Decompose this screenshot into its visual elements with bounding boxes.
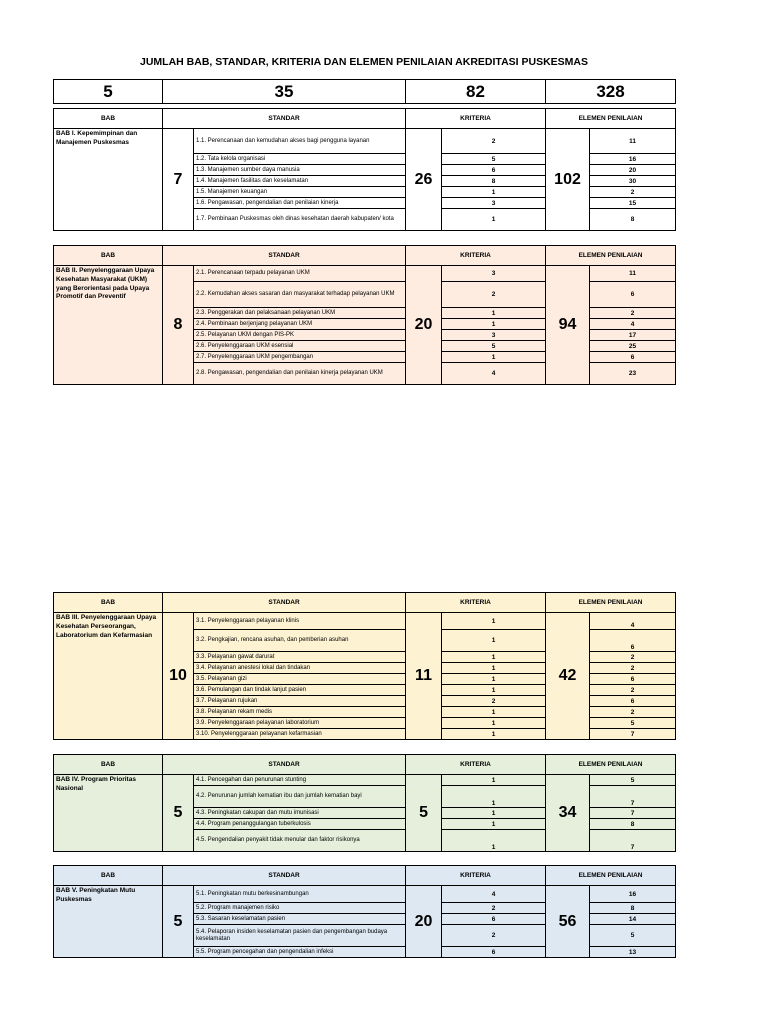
- header-standar: STANDAR: [163, 755, 406, 775]
- kriteria-value: 1: [442, 685, 546, 696]
- standar-item: 5.3. Sasaran keselamatan pasien: [194, 914, 406, 925]
- header-elemen: ELEMEN PENILAIAN: [546, 866, 676, 886]
- elemen-value: 2: [590, 308, 676, 319]
- standar-item: 1.6. Pengawasan, pengendalian dan penilaian kinerja: [194, 198, 406, 209]
- kriteria-value: 1: [442, 187, 546, 198]
- header-standar: STANDAR: [163, 866, 406, 886]
- kriteria-value: 3: [442, 198, 546, 209]
- elemen-value: 8: [590, 903, 676, 914]
- standar-total: 5: [163, 886, 194, 958]
- elemen-value: 30: [590, 176, 676, 187]
- elemen-value: 7: [590, 808, 676, 819]
- kriteria-value: 1: [442, 209, 546, 231]
- table-header-row: [54, 866, 676, 886]
- standar-item: 1.4. Manajemen fasilitas dan keselamatan: [194, 176, 406, 187]
- standar-item: 2.3. Penggerakan dan pelaksanaan pelayanan UKM: [194, 308, 406, 319]
- standar-total: 7: [163, 129, 194, 231]
- kriteria-value: 1: [442, 718, 546, 729]
- kriteria-value: 6: [442, 914, 546, 925]
- kriteria-value: 1: [442, 729, 546, 740]
- elemen-total: 42: [546, 613, 590, 740]
- summary-kriteria-count: 82: [406, 80, 546, 104]
- standar-item: 2.1. Perencanaan terpadu pelayanan UKM: [194, 266, 406, 282]
- elemen-value: 5: [590, 718, 676, 729]
- kriteria-value: 4: [442, 363, 546, 385]
- elemen-value: 6: [590, 674, 676, 685]
- kriteria-value: 1: [442, 775, 546, 786]
- elemen-value: 11: [590, 129, 676, 154]
- elemen-value: 25: [590, 341, 676, 352]
- kriteria-value: 1: [442, 308, 546, 319]
- standar-item: 1.5. Manajemen keuangan: [194, 187, 406, 198]
- kriteria-value: 2: [442, 129, 546, 154]
- elemen-value: 7: [590, 786, 676, 808]
- standar-item: 3.2. Pengkajian, rencana asuhan, dan pemberian asuhan: [194, 630, 406, 652]
- table-header-row: [54, 109, 676, 129]
- bab-title: BAB III. Penyelenggaraan Upaya Kesehatan Perseorangan, Laboratorium dan Kefarmasian: [54, 613, 163, 740]
- bab-title: BAB IV. Program Prioritas Nasional: [54, 775, 163, 852]
- elemen-total: 34: [546, 775, 590, 852]
- standar-item: 2.8. Pengawasan, pengendalian dan penilaian kinerja pelayanan UKM: [194, 363, 406, 385]
- kriteria-total: 11: [406, 613, 442, 740]
- header-kriteria: KRITERIA: [406, 755, 546, 775]
- elemen-value: 2: [590, 652, 676, 663]
- standar-item: 3.9. Penyelenggaraan pelayanan laboratorium: [194, 718, 406, 729]
- header-kriteria: KRITERIA: [406, 109, 546, 129]
- kriteria-value: 3: [442, 330, 546, 341]
- header-bab: BAB: [54, 109, 163, 129]
- standar-item: 2.7. Penyelenggaraan UKM pengembangan: [194, 352, 406, 363]
- standar-item: 3.8. Pelayanan rekam medis: [194, 707, 406, 718]
- standar-total: 10: [163, 613, 194, 740]
- standar-item: 1.7. Pembinaan Puskesmas oleh dinas kesehatan daerah kabupaten/ kota: [194, 209, 406, 231]
- kriteria-value: 1: [442, 613, 546, 630]
- table-row: [54, 129, 676, 154]
- bab-title: BAB I. Kepemimpinan dan Manajemen Puskesmas: [54, 129, 163, 231]
- header-elemen: ELEMEN PENILAIAN: [546, 755, 676, 775]
- kriteria-value: 3: [442, 266, 546, 282]
- header-elemen: ELEMEN PENILAIAN: [546, 593, 676, 613]
- table-row: [54, 775, 676, 786]
- table-row: [54, 613, 676, 630]
- kriteria-value: 2: [442, 903, 546, 914]
- standar-item: 5.1. Peningkatan mutu berkesinambungan: [194, 886, 406, 903]
- elemen-value: 7: [590, 830, 676, 852]
- kriteria-total: 5: [406, 775, 442, 852]
- standar-item: 4.4. Program penanggulangan tuberkulosis: [194, 819, 406, 830]
- elemen-value: 17: [590, 330, 676, 341]
- elemen-value: 2: [590, 187, 676, 198]
- kriteria-value: 1: [442, 786, 546, 808]
- elemen-value: 4: [590, 613, 676, 630]
- header-standar: STANDAR: [163, 109, 406, 129]
- elemen-value: 23: [590, 363, 676, 385]
- kriteria-value: 1: [442, 808, 546, 819]
- elemen-value: 8: [590, 819, 676, 830]
- kriteria-total: 20: [406, 266, 442, 385]
- header-kriteria: KRITERIA: [406, 593, 546, 613]
- elemen-value: 16: [590, 154, 676, 165]
- header-kriteria: KRITERIA: [406, 866, 546, 886]
- bab-1-table: [53, 108, 676, 231]
- header-bab: BAB: [54, 866, 163, 886]
- bab-5-table: [53, 865, 676, 958]
- elemen-value: 16: [590, 886, 676, 903]
- standar-item: 4.5. Pengendalian penyakit tidak menular dan faktor risikonya: [194, 830, 406, 852]
- elemen-value: 2: [590, 685, 676, 696]
- kriteria-total: 26: [406, 129, 442, 231]
- bab-3-table: [53, 592, 676, 740]
- summary-row: [54, 80, 676, 104]
- standar-item: 3.10. Penyelenggaraan pelayanan kefarmasian: [194, 729, 406, 740]
- kriteria-value: 1: [442, 819, 546, 830]
- table-row: [54, 886, 676, 903]
- kriteria-value: 6: [442, 947, 546, 958]
- standar-item: 3.7. Pelayanan rujukan: [194, 696, 406, 707]
- bab-title: BAB V. Peningkatan Mutu Puskesmas: [54, 886, 163, 958]
- standar-item: 4.2. Penurunan jumlah kematian ibu dan jumlah kematian bayi: [194, 786, 406, 808]
- standar-item: 4.3. Peningkatan cakupan dan mutu imunisasi: [194, 808, 406, 819]
- kriteria-value: 1: [442, 352, 546, 363]
- standar-item: 2.6. Penyelenggaraan UKM esensial: [194, 341, 406, 352]
- elemen-value: 13: [590, 947, 676, 958]
- standar-item: 1.2. Tata kelola organisasi: [194, 154, 406, 165]
- bab-4-table: [53, 754, 676, 852]
- standar-item: 1.3. Manajemen sumber daya manusia: [194, 165, 406, 176]
- header-elemen: ELEMEN PENILAIAN: [546, 109, 676, 129]
- kriteria-value: 1: [442, 674, 546, 685]
- header-bab: BAB: [54, 755, 163, 775]
- elemen-value: 8: [590, 209, 676, 231]
- elemen-value: 6: [590, 696, 676, 707]
- kriteria-value: 2: [442, 282, 546, 308]
- elemen-total: 56: [546, 886, 590, 958]
- standar-item: 2.5. Pelayanan UKM dengan PIS-PK: [194, 330, 406, 341]
- header-bab: BAB: [54, 246, 163, 266]
- table-header-row: [54, 755, 676, 775]
- elemen-value: 6: [590, 630, 676, 652]
- bab-2-table: [53, 245, 676, 385]
- standar-item: 3.6. Pemulangan dan tindak lanjut pasien: [194, 685, 406, 696]
- header-kriteria: KRITERIA: [406, 246, 546, 266]
- header-bab: BAB: [54, 593, 163, 613]
- standar-item: 5.5. Program pencegahan dan pengendalian infeksi: [194, 947, 406, 958]
- elemen-total: 102: [546, 129, 590, 231]
- summary-elemen-count: 328: [546, 80, 676, 104]
- kriteria-value: 4: [442, 886, 546, 903]
- standar-item: 5.4. Pelaporan insiden keselamatan pasien dan pengembangan budaya keselamatan: [194, 925, 406, 947]
- elemen-value: 5: [590, 925, 676, 947]
- elemen-value: 20: [590, 165, 676, 176]
- table-header-row: [54, 593, 676, 613]
- elemen-value: 6: [590, 352, 676, 363]
- header-standar: STANDAR: [163, 246, 406, 266]
- standar-total: 8: [163, 266, 194, 385]
- kriteria-value: 2: [442, 925, 546, 947]
- standar-item: 2.4. Pembinaan berjenjang pelayanan UKM: [194, 319, 406, 330]
- standar-total: 5: [163, 775, 194, 852]
- standar-item: 4.1. Pencegahan dan penurunan stunting: [194, 775, 406, 786]
- kriteria-value: 1: [442, 663, 546, 674]
- kriteria-value: 2: [442, 696, 546, 707]
- elemen-value: 5: [590, 775, 676, 786]
- standar-item: 1.1. Perencanaan dan kemudahan akses bagi pengguna layanan: [194, 129, 406, 154]
- standar-item: 3.5. Pelayanan gizi: [194, 674, 406, 685]
- summary-table: [53, 79, 676, 104]
- standar-item: 2.2. Kemudahan akses sasaran dan masyarakat terhadap pelayanan UKM: [194, 282, 406, 308]
- kriteria-value: 1: [442, 319, 546, 330]
- header-standar: STANDAR: [163, 593, 406, 613]
- kriteria-value: 6: [442, 165, 546, 176]
- table-header-row: [54, 246, 676, 266]
- kriteria-value: 1: [442, 652, 546, 663]
- elemen-value: 4: [590, 319, 676, 330]
- elemen-value: 11: [590, 266, 676, 282]
- elemen-value: 7: [590, 729, 676, 740]
- kriteria-value: 1: [442, 630, 546, 652]
- kriteria-total: 20: [406, 886, 442, 958]
- standar-item: 3.4. Pelayanan anestesi lokal dan tindakan: [194, 663, 406, 674]
- standar-item: 3.1. Penyelenggaraan pelayanan klinis: [194, 613, 406, 630]
- elemen-value: 2: [590, 707, 676, 718]
- table-row: [54, 266, 676, 282]
- kriteria-value: 5: [442, 154, 546, 165]
- elemen-total: 94: [546, 266, 590, 385]
- kriteria-value: 8: [442, 176, 546, 187]
- standar-item: 3.3. Pelayanan gawat darurat: [194, 652, 406, 663]
- elemen-value: 14: [590, 914, 676, 925]
- elemen-value: 6: [590, 282, 676, 308]
- kriteria-value: 1: [442, 707, 546, 718]
- header-elemen: ELEMEN PENILAIAN: [546, 246, 676, 266]
- summary-bab-count: 5: [54, 80, 163, 104]
- elemen-value: 15: [590, 198, 676, 209]
- elemen-value: 2: [590, 663, 676, 674]
- summary-standar-count: 35: [163, 80, 406, 104]
- standar-item: 5.2. Program manajemen risiko: [194, 903, 406, 914]
- kriteria-value: 5: [442, 341, 546, 352]
- document-title: JUMLAH BAB, STANDAR, KRITERIA DAN ELEMEN PENILAIAN AKREDITASI PUSKESMAS: [139, 56, 588, 68]
- kriteria-value: 1: [442, 830, 546, 852]
- bab-title: BAB II. Penyelenggaraan Upaya Kesehatan Masyarakat (UKM) yang Berorientasi pada Upaya Promotif dan Preventif: [54, 266, 163, 385]
